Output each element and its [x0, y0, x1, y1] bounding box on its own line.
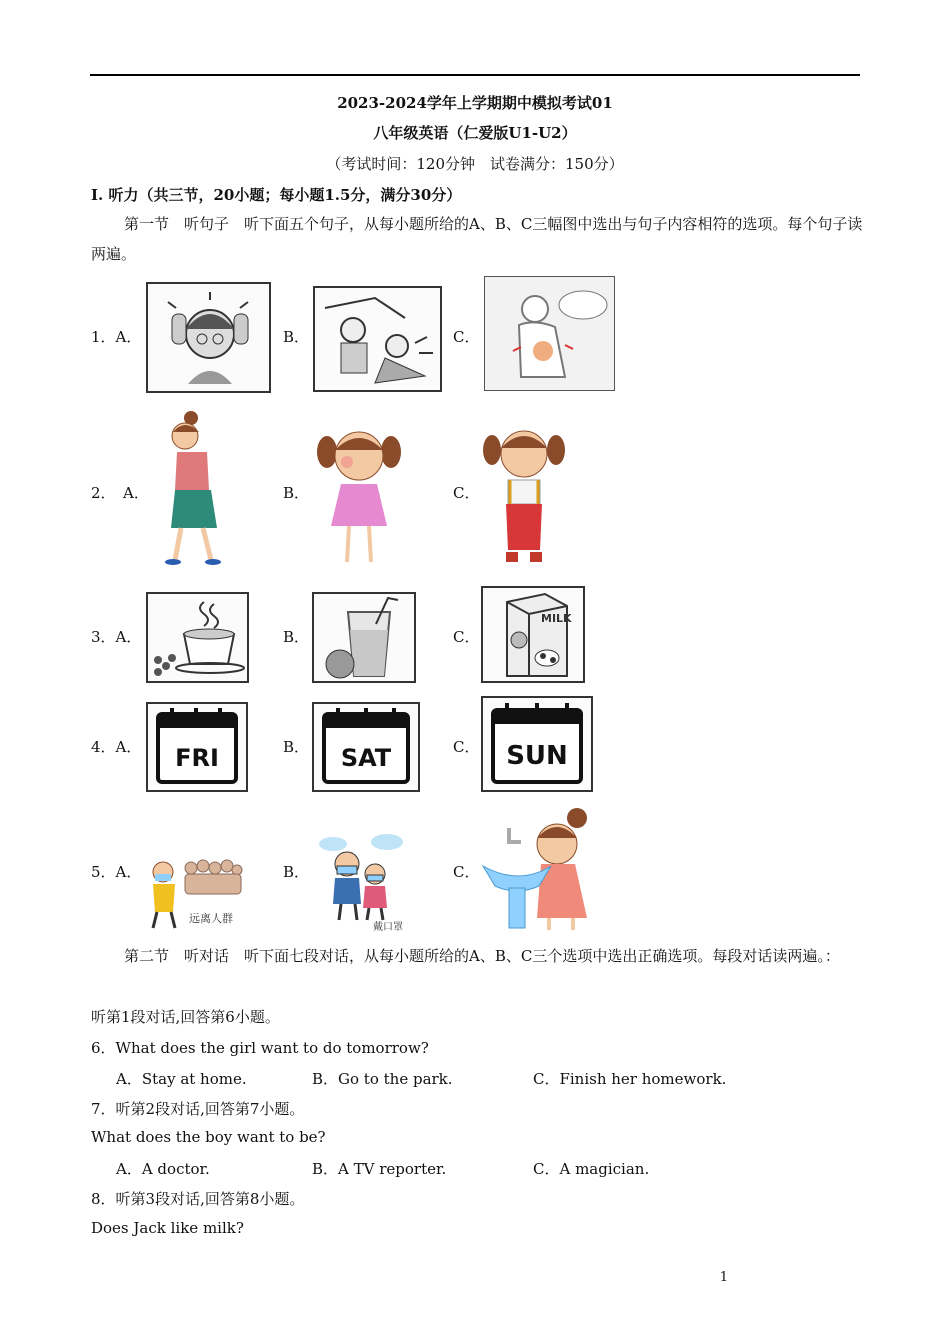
exam-title: 2023-2024学年上学期期中模拟考试01: [337, 94, 613, 112]
q4-option-c: C．: [453, 738, 480, 756]
milk-carton-icon: [481, 586, 585, 683]
q5-label: 5．A．: [91, 863, 142, 881]
calendar-fri-icon: [146, 702, 248, 792]
coffee-cup-icon: [146, 592, 249, 683]
q6-text: 6．What does the girl want to do tomorrow?: [91, 1039, 429, 1057]
wear-mask-icon: [313, 830, 408, 932]
header-rule: [90, 74, 860, 76]
q7-option-a: A．A doctor.: [116, 1160, 210, 1178]
page-number: 1: [719, 1270, 728, 1285]
q2-option-c: C．: [453, 484, 480, 502]
q7-option-b: B．A TV reporter.: [312, 1160, 447, 1178]
q8-intro: 8．听第3段对话,回答第8小题。: [91, 1190, 305, 1208]
calendar-day-label: FRI: [175, 744, 219, 772]
headache-man-icon: [146, 282, 271, 393]
wash-hands-icon: [479, 806, 593, 932]
avoid-crowds-caption: 远离人群: [189, 912, 233, 925]
q3-label: 3．A．: [91, 628, 142, 646]
q6-option-c: C．Finish her homework.: [533, 1070, 727, 1088]
exam-info: （考试时间：120分钟 试卷满分：150分）: [326, 155, 624, 173]
avoid-crowds-icon: [145, 852, 245, 932]
calendar-day-label: SAT: [340, 744, 392, 772]
svg-text:MILK: MILK: [541, 612, 572, 625]
q6-option-a: A．Stay at home.: [116, 1070, 247, 1088]
q1-label: 1．A．: [91, 328, 142, 346]
q6-option-b: B．Go to the park.: [312, 1070, 453, 1088]
q4-label: 4．A．: [91, 738, 142, 756]
sore-throat-girl-icon: [480, 420, 568, 568]
q1-option-b: B．: [283, 328, 310, 346]
q7-intro: 7．听第2段对话,回答第7小题。: [91, 1100, 305, 1118]
q2-option-b: B．: [283, 484, 310, 502]
q1-option-c: C．: [453, 328, 480, 346]
stomachache-girl-icon: [155, 410, 230, 568]
q3-option-b: B．: [283, 628, 310, 646]
q3-option-c: C．: [453, 628, 480, 646]
q2-label: 2． A．: [91, 484, 149, 502]
calendar-day-label: SUN: [506, 741, 568, 771]
orange-juice-icon: [312, 592, 416, 683]
q5-option-b: B．: [283, 863, 310, 881]
q8-text: Does Jack like milk?: [91, 1219, 244, 1237]
dentist-icon: [313, 286, 442, 392]
q5-option-c: C．: [453, 863, 480, 881]
wear-mask-caption: 戴口罩: [373, 922, 403, 932]
q4-option-b: B．: [283, 738, 310, 756]
toothache-girl-icon: [313, 422, 405, 568]
dialog1-intro: 听第1段对话,回答第6小题。: [91, 1008, 280, 1026]
calendar-sun-icon: [481, 696, 593, 792]
calendar-sat-icon: [312, 702, 420, 792]
q7-text: What does the boy want to be?: [91, 1128, 326, 1146]
q7-option-c: C．A magician.: [533, 1160, 650, 1178]
part2-instruction: 第二节 听对话 听下面七段对话，从每小题所给的A、B、C三个选项中选出正确选项。每段对话读两遍。：: [124, 947, 840, 965]
exam-subtitle: 八年级英语（仁爱版U1-U2）: [373, 124, 577, 142]
section-heading: Ⅰ. 听力（共三节，20小题；每小题1.5分，满分30分）: [91, 186, 462, 204]
part1-instruction: 第一节 听句子 听下面五个句子，从每小题所给的A、B、C三幅图中选出与句子内容相符的选项。每个句子读两遍。: [91, 215, 863, 263]
stomachache-man-icon: [484, 276, 615, 391]
